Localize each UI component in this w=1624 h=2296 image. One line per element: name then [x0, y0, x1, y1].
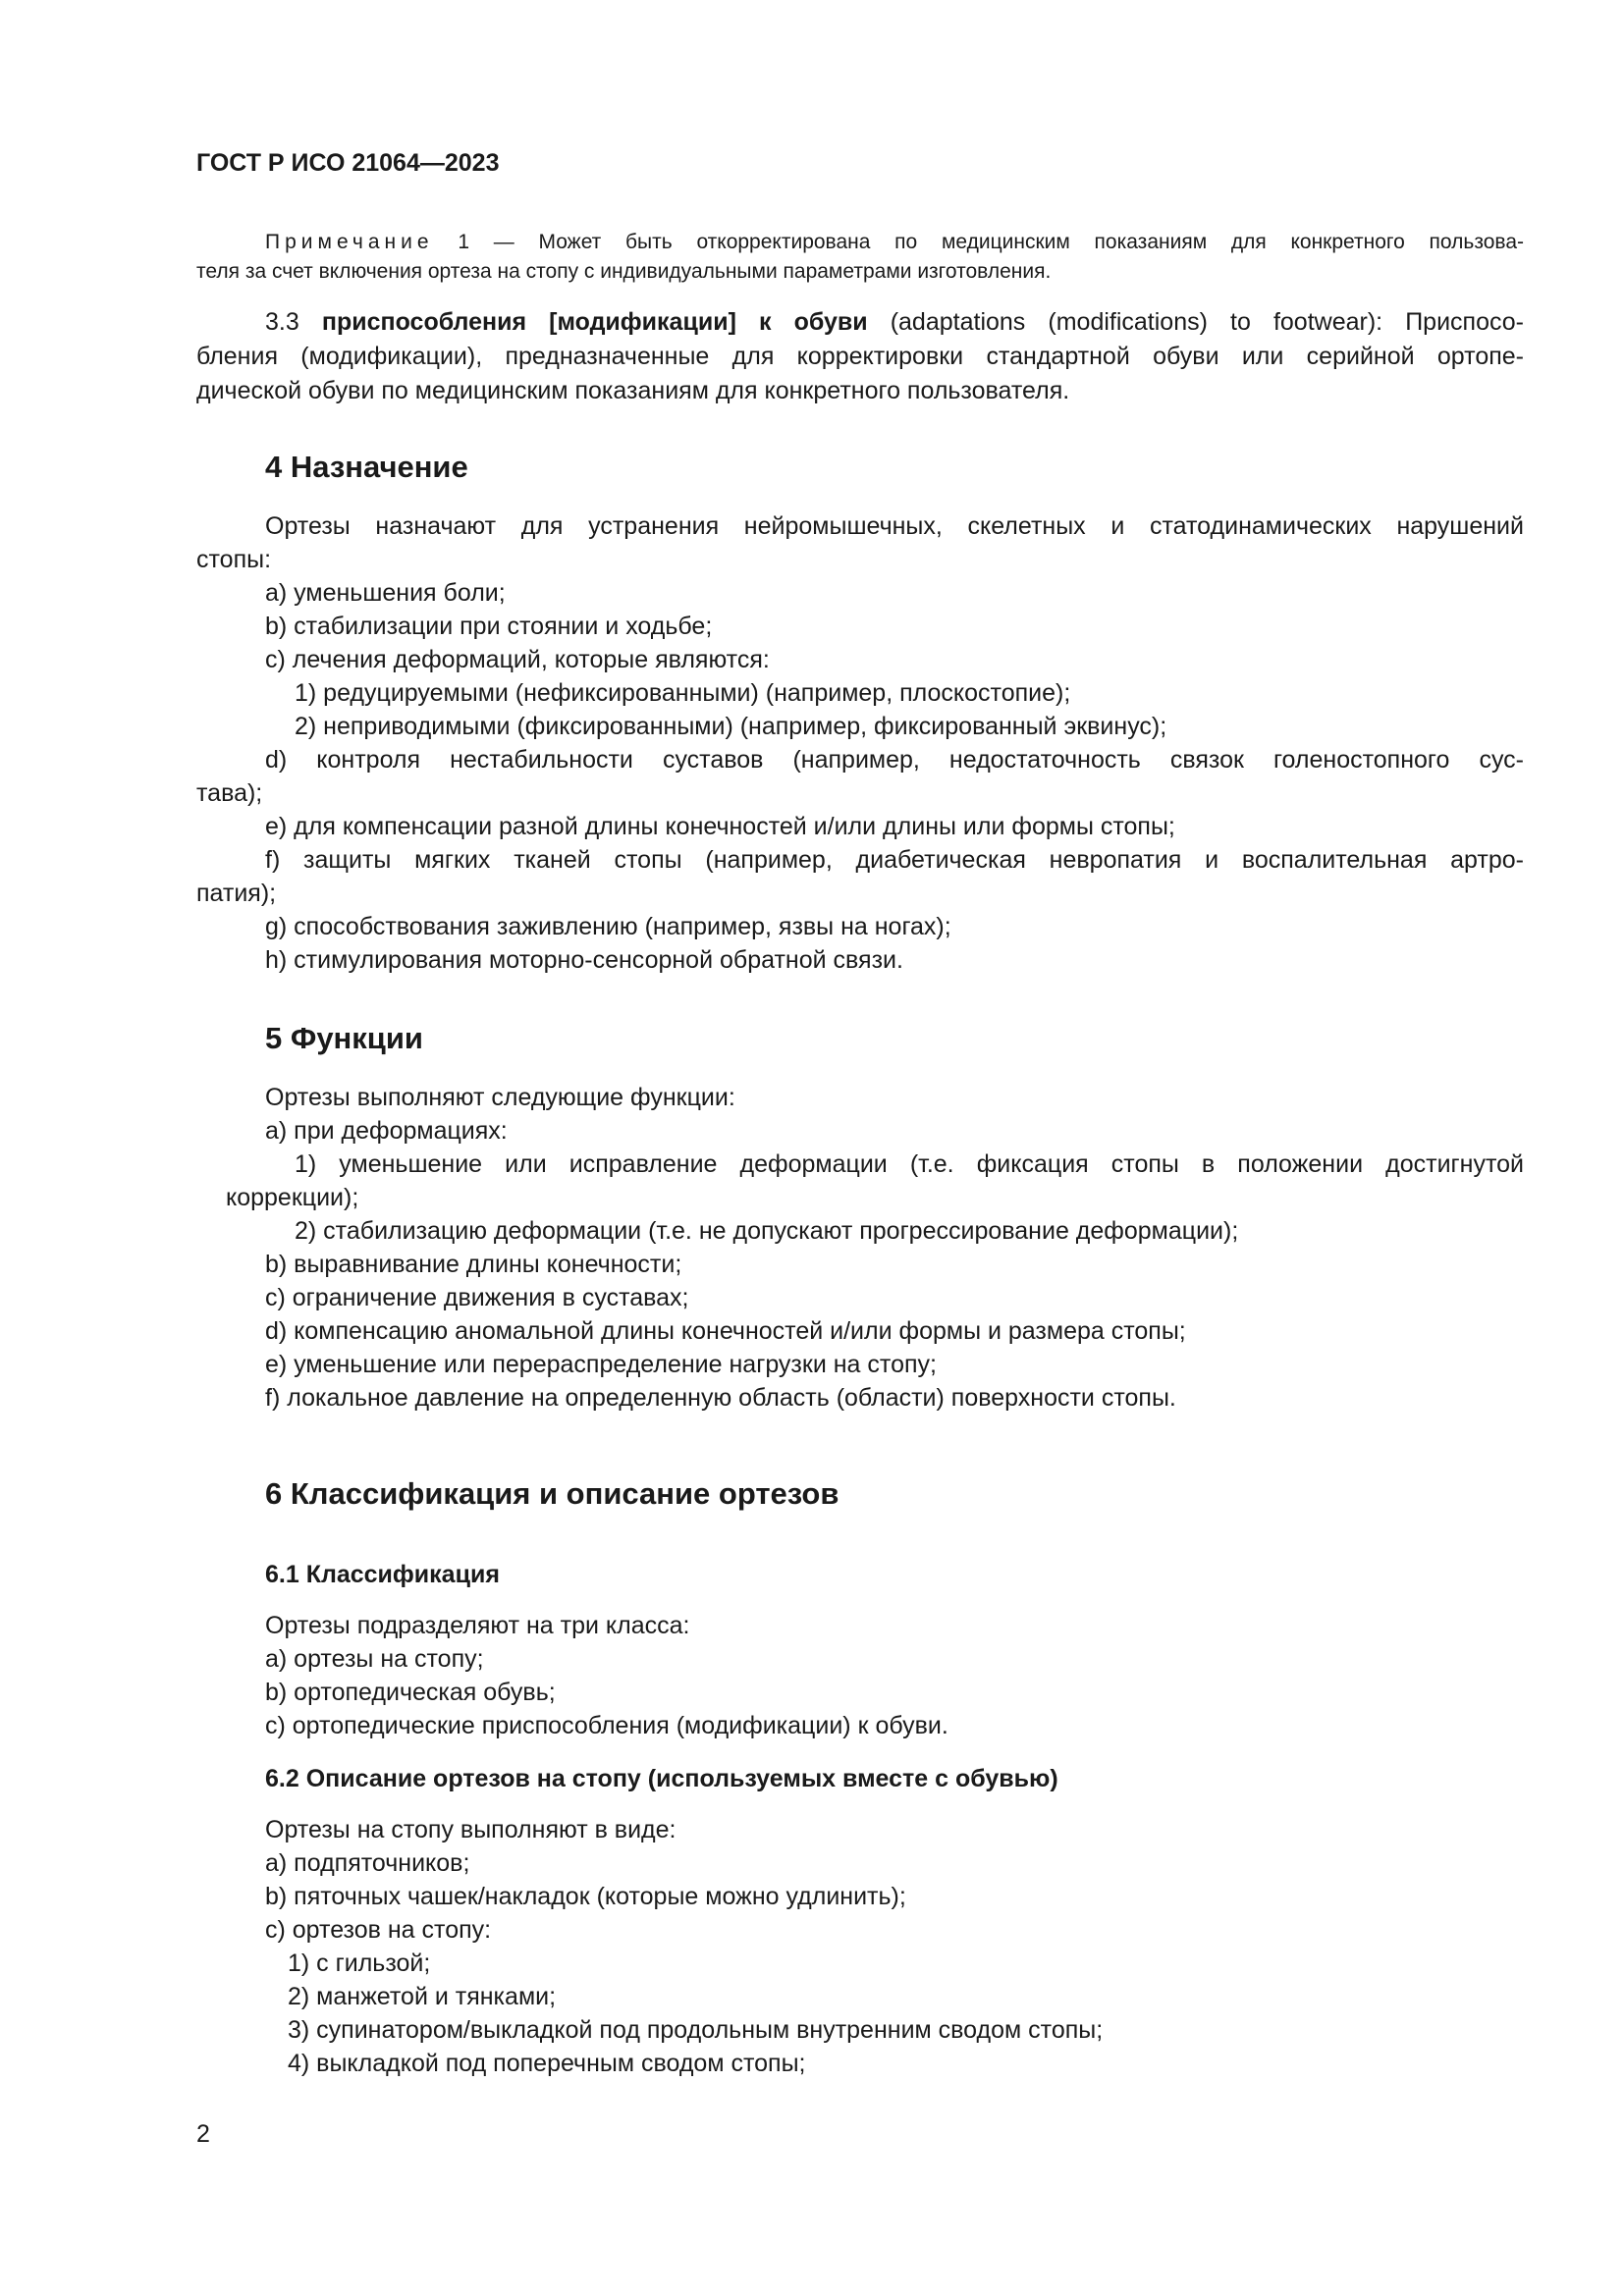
section-5-item-f: f) локальное давление на определенную область (области) поверхности стопы.: [265, 1384, 1176, 1412]
subsection-6-2-item-c2: 2) манжетой и тянками;: [288, 1983, 557, 2010]
term-name: приспособления [модификации] к обуви: [321, 308, 868, 336]
section-5-item-a2: 2) стабилизацию деформации (т.е. не допускают прогрессирование деформации);: [295, 1217, 1239, 1245]
section-4-item-a: a) уменьшения боли;: [265, 579, 506, 607]
section-5-item-e: e) уменьшение или перераспределение нагрузки на стопу;: [265, 1351, 937, 1378]
section-5-item-a: a) при деформациях:: [265, 1117, 508, 1145]
section-4-title: 4 Назначение: [265, 450, 468, 484]
section-4-item-c2: 2) неприводимыми (фиксированными) (например, фиксированный эквинус);: [295, 713, 1167, 740]
section-4-item-h: h) стимулирования моторно-сенсорной обратной связи.: [265, 946, 903, 974]
section-4-item-c: c) лечения деформаций, которые являются:: [265, 646, 770, 673]
section-4-item-e: e) для компенсации разной длины конечностей и/или длины или формы стопы;: [265, 813, 1175, 840]
section-5-item-b: b) выравнивание длины конечности;: [265, 1251, 682, 1278]
section-5-title: 5 Функции: [265, 1021, 423, 1055]
term-3-3-line-1: [265, 306, 1524, 339]
section-4-item-f-line-1: f) защиты мягких тканей стопы (например, диабетическая невропатия и воспалительная артро-: [265, 846, 1524, 874]
subsection-6-1-title: 6.1 Классификация: [265, 1561, 500, 1588]
subsection-6-2-item-b: b) пяточных чашек/накладок (которые можно удлинить);: [265, 1883, 906, 1910]
note-1-line-2: теля за счет включения ортеза на стопу с индивидуальными параметрами изготовления.: [196, 260, 1052, 283]
section-4-item-d-line-1: d) контроля нестабильности суставов (например, недостаточность связок голеностопного сус-: [265, 746, 1524, 774]
subsection-6-2-item-c1: 1) с гильзой;: [288, 1949, 431, 1977]
section-5-item-a1-line-1: 1) уменьшение или исправление деформации (т.е. фиксация стопы в положении достигнутой: [295, 1150, 1524, 1178]
subsection-6-1-intro: Ортезы подразделяют на три класса:: [265, 1612, 690, 1639]
section-4-item-d-line-2: тава);: [196, 779, 263, 807]
term-number: 3.3: [265, 308, 299, 336]
subsection-6-1-item-c: c) ортопедические приспособления (модификации) к обуви.: [265, 1712, 948, 1739]
subsection-6-2-item-c: c) ортезов на стопу:: [265, 1916, 492, 1944]
term-definition-start: (adaptations (modifications) to footwear): Приспосо-: [890, 308, 1524, 336]
section-4-item-f-line-2: патия);: [196, 880, 277, 907]
subsection-6-1-item-b: b) ортопедическая обувь;: [265, 1679, 556, 1706]
note-1-line-1: [265, 228, 1524, 257]
section-5-item-a1-line-2: коррекции);: [226, 1184, 359, 1211]
term-3-3-line-2: бления (модификации), предназначенные для корректировки стандартной обуви или серийной ортопе-: [196, 343, 1524, 370]
section-6-title: 6 Классификация и описание ортезов: [265, 1476, 839, 1511]
page-number: 2: [196, 2120, 210, 2148]
subsection-6-2-item-c4: 4) выкладкой под поперечным сводом стопы;: [288, 2050, 806, 2077]
section-4-intro-2: стопы:: [196, 546, 272, 573]
section-5-item-c: c) ограничение движения в суставах;: [265, 1284, 689, 1311]
note-label: Примечание: [265, 231, 434, 253]
document-code-header: ГОСТ Р ИСО 21064—2023: [196, 149, 500, 177]
subsection-6-2-item-c3: 3) супинатором/выкладкой под продольным внутренним сводом стопы;: [288, 2016, 1104, 2044]
note-text: 1 — Может быть откорректирована по медицинским показаниям для конкретного пользова-: [458, 231, 1524, 253]
section-5-intro: Ортезы выполняют следующие функции:: [265, 1084, 735, 1111]
subsection-6-2-title: 6.2 Описание ортезов на стопу (используемых вместе с обувью): [265, 1765, 1058, 1792]
section-4-item-b: b) стабилизации при стоянии и ходьбе;: [265, 613, 713, 640]
section-4-intro-1: Ортезы назначают для устранения нейромышечных, скелетных и статодинамических нарушений: [265, 512, 1524, 540]
term-3-3-line-3: дической обуви по медицинским показаниям для конкретного пользователя.: [196, 377, 1070, 404]
subsection-6-1-item-a: a) ортезы на стопу;: [265, 1645, 484, 1673]
section-5-item-d: d) компенсацию аномальной длины конечностей и/или формы и размера стопы;: [265, 1317, 1186, 1345]
subsection-6-2-item-a: a) подпяточников;: [265, 1849, 470, 1877]
section-4-item-g: g) способствования заживлению (например, язвы на ногах);: [265, 913, 951, 940]
section-4-item-c1: 1) редуцируемыми (нефиксированными) (например, плоскостопие);: [295, 679, 1071, 707]
subsection-6-2-intro: Ортезы на стопу выполняют в виде:: [265, 1816, 677, 1843]
